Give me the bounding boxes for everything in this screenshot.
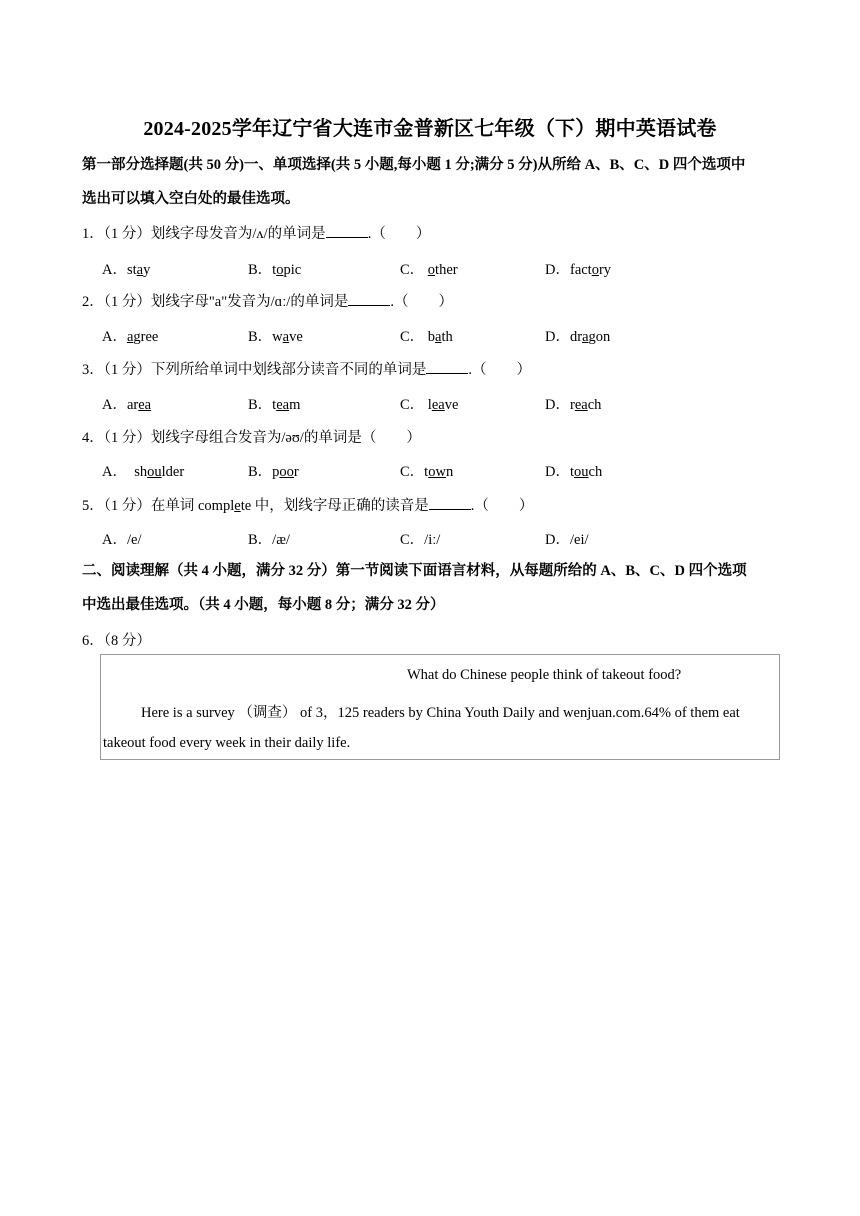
question-text: 5．（1 分）在单词 compl <box>82 498 235 514</box>
option-4b: B．poor <box>248 464 299 480</box>
option-3d: D．reach <box>545 397 602 413</box>
option-5b: B．/æ/ <box>248 532 290 548</box>
passage-title: What do Chinese people think of takeout food? <box>407 667 682 683</box>
part1-heading-line1: 第一部分选择题(共 50 分)一、单项选择(共 5 小题,每小题 1 分;满分 5 分)从所给 A、B、C、D 四个选项中 <box>82 157 746 173</box>
question-3 <box>82 358 531 379</box>
question-4 <box>82 426 421 447</box>
question-paren-close: ） <box>518 498 534 514</box>
answer-blank <box>348 293 390 306</box>
part1-heading <box>82 148 782 216</box>
question-6-label: 6．（8 分） <box>82 633 151 649</box>
page-title: 2024-2025学年辽宁省大连市金普新区七年级（下）期中英语试卷 <box>143 118 717 140</box>
question-2 <box>82 290 453 311</box>
option-1a: A．stay <box>102 262 151 278</box>
option-2a: A．agree <box>102 329 159 345</box>
question-paren-close: ） <box>415 226 431 242</box>
question-text: 4．（1 分）划线字母组合发音为/əʊ/的单词是（ <box>82 430 377 446</box>
part1-heading-line2: 选出可以填入空白处的最佳选项。 <box>82 191 300 207</box>
question-5 <box>82 494 533 515</box>
passage-line-1: Here is a survey （调查） of 3，125 readers by China Youth Daily and wenjuan.com.64% of them eat <box>141 705 740 721</box>
option-5a: A．/e/ <box>102 532 142 548</box>
option-2b: B．wave <box>248 329 303 345</box>
option-4c: C．town <box>400 464 454 480</box>
option-1c: C． other <box>400 262 458 278</box>
passage-line-2: takeout food every week in their daily life. <box>103 735 351 751</box>
option-5d: D．/ei/ <box>545 532 589 548</box>
question-text: 2．（1 分）划线字母"a"发音为/ɑː/的单词是 <box>82 294 349 310</box>
answer-blank <box>429 497 471 510</box>
part2-heading-line1: 二、阅读理解（共 4 小题，满分 32 分）第一节阅读下面语言材料，从每题所给的 A、B、C、D 四个选项 <box>82 563 747 579</box>
answer-blank <box>426 361 468 374</box>
question-paren-open: .（ <box>367 226 386 242</box>
question-paren-close: ） <box>438 294 453 310</box>
question-1 <box>82 222 430 243</box>
part2-heading-line2: 中选出最佳选项。（共 4 小题，每小题 8 分；满分 32 分） <box>82 597 445 613</box>
option-2d: D．dragon <box>545 329 611 345</box>
question-paren-close: ） <box>516 362 531 378</box>
answer-blank <box>326 225 368 238</box>
part2-heading <box>82 554 782 622</box>
reading-passage-box <box>100 654 780 760</box>
option-4a: A． shoulder <box>102 464 185 480</box>
question-paren-open: .（ <box>390 294 409 310</box>
option-3a: A．area <box>102 397 152 413</box>
option-1b: B．topic <box>248 262 302 278</box>
question-paren-open: .（ <box>470 498 489 514</box>
option-5c: C．/iː/ <box>400 532 441 548</box>
question-text: 3．（1 分）下列所给单词中划线部分读音不同的单词是 <box>82 362 427 378</box>
question-text-rest: te 中，划线字母正确的读音是 <box>240 498 429 514</box>
question-paren-open: .（ <box>468 362 487 378</box>
question-paren-close: ） <box>406 430 421 446</box>
question-underlined-letter: e <box>234 498 241 514</box>
option-1d: D．factory <box>545 262 612 278</box>
question-text: 1．（1 分）划线字母发音为/ʌ/的单词是 <box>82 226 326 242</box>
option-3b: B．team <box>248 397 301 413</box>
option-2c: C． bath <box>400 329 453 345</box>
option-3c: C． leave <box>400 397 459 413</box>
option-4d: D．touch <box>545 464 603 480</box>
